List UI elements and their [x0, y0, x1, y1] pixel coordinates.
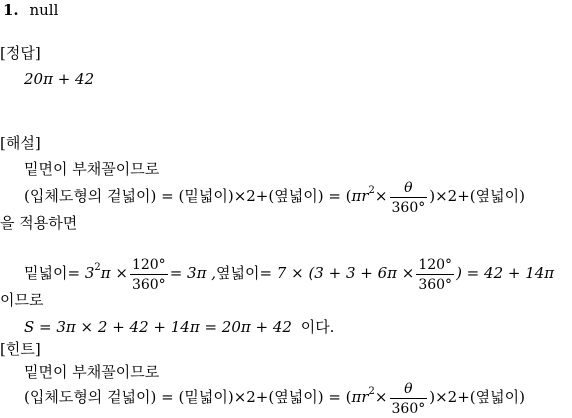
- hint-formula: [24, 377, 525, 418]
- hint-fraction-denominator: 360°: [391, 400, 426, 417]
- hint-formula-fraction: [390, 379, 428, 418]
- hint-formula-part1: (밑넓이)×2+(옆넓이): [178, 388, 324, 406]
- explanation-formula-cont: 을 적용하면: [0, 214, 78, 232]
- hint-formula-pi-r: πr: [351, 388, 369, 406]
- calc-base-fraction: [130, 255, 168, 294]
- hint-line1: 밑면이 부채꼴이므로: [24, 363, 160, 381]
- hint-formula-lhs: (입체도형의 겉넓이): [24, 388, 157, 406]
- formula-exp: 2: [368, 185, 375, 196]
- calc-base-exp: 2: [94, 262, 101, 273]
- hint-label: [힌트]: [0, 340, 41, 358]
- hint-formula-eq2: =: [323, 388, 346, 406]
- answer-label: [정답]: [0, 44, 41, 62]
- side-fraction-denominator: 360°: [418, 276, 453, 293]
- explanation-calc-cont: 이므로: [0, 291, 44, 309]
- question-number: 1.: [3, 1, 19, 19]
- calc-side-label: 옆넓이: [215, 264, 260, 282]
- question-line: [3, 0, 58, 20]
- answer-value: 20π + 42: [24, 70, 95, 88]
- hint-formula-eq1: =: [156, 388, 179, 406]
- formula-times: ×: [374, 187, 388, 205]
- fraction-numerator: θ: [404, 179, 413, 196]
- formula-open: (: [345, 187, 352, 205]
- formula-tail: )×2+(옆넓이): [429, 187, 525, 205]
- calc-side-result: ) = 42 + 14π: [456, 264, 555, 282]
- final-suffix: 이다.: [300, 318, 335, 336]
- formula-eq2: =: [323, 187, 346, 205]
- base-fraction-numerator: 120°: [131, 256, 166, 273]
- calc-base-eq: = 3: [67, 264, 95, 282]
- side-fraction-numerator: 120°: [418, 256, 453, 273]
- explanation-calc: [24, 253, 554, 294]
- hint-formula-open: (: [345, 388, 352, 406]
- calc-side-expr: = 7 × (3 + 3 + 6π ×: [259, 264, 415, 282]
- fraction-denominator: 360°: [391, 199, 426, 216]
- formula-eq1: =: [156, 187, 179, 205]
- explanation-label: [해설]: [0, 134, 41, 152]
- hint-formula-exp: 2: [368, 386, 375, 397]
- formula-pi-r: πr: [351, 187, 369, 205]
- formula-part1: (밑넓이)×2+(옆넓이): [178, 187, 324, 205]
- calc-base-pi: π ×: [100, 264, 128, 282]
- explanation-formula: [24, 176, 525, 217]
- base-fraction-denominator: 360°: [131, 276, 166, 293]
- hint-formula-times: ×: [374, 388, 388, 406]
- final-expr: S = 3π × 2 + 42 + 14π = 20π + 42: [24, 318, 292, 336]
- question-text: null: [29, 1, 59, 19]
- explanation-line1: 밑면이 부채꼴이므로: [24, 160, 160, 178]
- calc-base-result: = 3π ,: [169, 264, 216, 282]
- hint-formula-tail: )×2+(옆넓이): [429, 388, 525, 406]
- formula-fraction: [390, 178, 428, 217]
- calc-base-label: 밑넓이: [24, 264, 68, 282]
- formula-lhs: (입체도형의 겉넓이): [24, 187, 157, 205]
- hint-fraction-numerator: θ: [404, 380, 413, 397]
- explanation-final: [24, 317, 334, 337]
- calc-side-fraction: [416, 255, 454, 294]
